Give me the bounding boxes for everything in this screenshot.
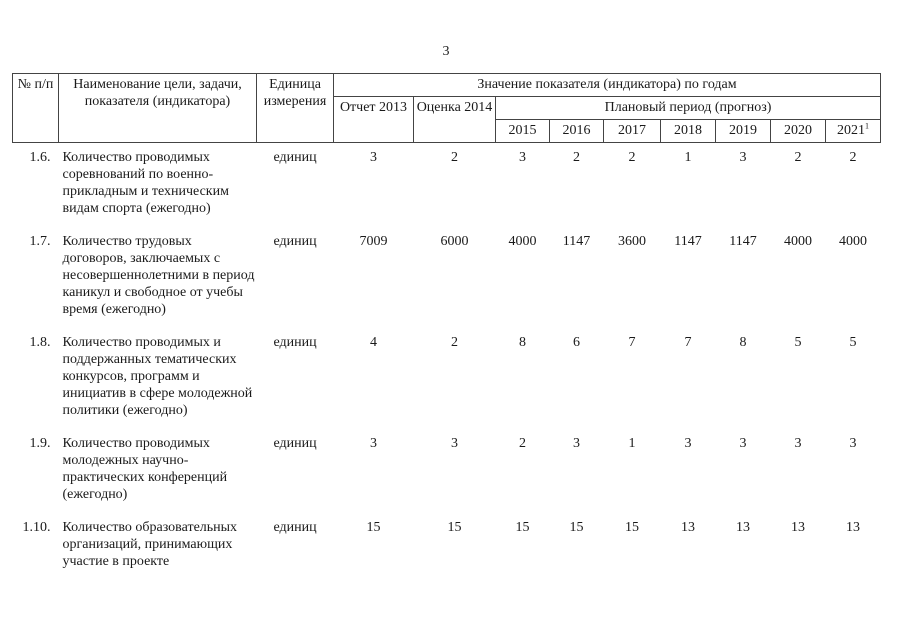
header-num: № п/п (13, 74, 59, 143)
indicator-value: 13 (846, 520, 860, 535)
indicator-value: 3600 (618, 234, 646, 249)
header-year-2020 (771, 120, 826, 143)
indicator-value: 15 (366, 520, 381, 535)
indicator-value: 3 (370, 150, 377, 165)
indicator-value: 3 (451, 436, 458, 451)
header-estimate: Оценка 2014 (414, 97, 496, 143)
header-year-2016 (550, 120, 604, 143)
row-number: 1.6. (29, 150, 51, 165)
header-year-2019 (716, 120, 771, 143)
indicator-name: Количество проводимых молодежных научно-практических конференций (ежегодно) (62, 436, 228, 502)
indicator-value: 4000 (784, 234, 812, 249)
header-unit: Единица измерения (257, 74, 334, 143)
indicator-value: 8 (519, 335, 526, 350)
table-row (13, 227, 881, 328)
indicator-name: Количество проводимых и поддержанных тематических конкурсов, программ и инициатив в сфере молодежной политики (ежегодно) (62, 335, 253, 418)
indicator-value: 2 (451, 150, 458, 165)
header-values-group: Значение показателя (индикатора) по годам (334, 74, 881, 97)
indicator-value: 2 (849, 150, 857, 165)
row-number: 1.10. (22, 520, 51, 535)
table-header (13, 74, 881, 143)
indicator-value: 5 (794, 335, 802, 350)
footnote-marker: 1 (865, 121, 869, 131)
indicators-table (12, 73, 881, 580)
indicator-value: 7 (684, 335, 692, 350)
indicator-name: Количество проводимых соревнований по военно-прикладным и техническим видам спорта (ежегодно) (62, 150, 229, 216)
indicator-value: 1147 (674, 234, 702, 249)
indicator-value: 3 (794, 436, 802, 451)
indicator-value: 3 (739, 436, 747, 451)
header-year-label: 2016 (562, 123, 591, 138)
header-year-2017 (604, 120, 661, 143)
header-year-2015 (496, 120, 550, 143)
indicator-value: 1 (628, 436, 636, 451)
indicator-value: 2 (573, 150, 580, 165)
indicator-value: 3 (573, 436, 580, 451)
indicator-name: Количество трудовых договоров, заключаемых с несовершеннолетними в период каникул и свободное от учебы время (ежегодно) (62, 234, 255, 317)
indicator-value: 2 (451, 335, 458, 350)
indicator-value: 6000 (440, 234, 469, 249)
indicator-value: 4000 (508, 234, 537, 249)
table-row (13, 143, 881, 228)
row-number: 1.8. (29, 335, 51, 350)
header-year-label: 2017 (618, 123, 646, 138)
indicator-value: 2 (628, 150, 636, 165)
indicator-value: 1147 (729, 234, 757, 249)
header-plan-group: Плановый период (прогноз) (496, 97, 881, 120)
row-number: 1.7. (29, 234, 51, 249)
indicator-unit: единиц (273, 335, 317, 350)
row-number: 1.9. (29, 436, 51, 451)
header-year-label: 2020 (784, 123, 812, 138)
table-body (13, 143, 881, 581)
indicator-value: 13 (791, 520, 805, 535)
header-report: Отчет 2013 (334, 97, 414, 143)
header-year-label: 2015 (508, 123, 537, 138)
header-year-2021 (826, 120, 881, 143)
indicator-value: 3 (370, 436, 377, 451)
indicator-value: 7009 (359, 234, 388, 249)
indicator-value: 15 (447, 520, 462, 535)
indicator-value: 3 (519, 150, 526, 165)
header-year-2018 (661, 120, 716, 143)
indicator-value: 4 (370, 335, 377, 350)
indicator-unit: единиц (273, 234, 317, 249)
indicator-value: 4000 (839, 234, 867, 249)
indicator-value: 7 (628, 335, 636, 350)
header-year-label: 2018 (674, 123, 702, 138)
indicator-unit: единиц (273, 520, 317, 535)
indicator-unit: единиц (273, 436, 317, 451)
indicator-value: 2 (519, 436, 526, 451)
indicator-value: 1147 (562, 234, 591, 249)
indicator-name: Количество образовательных организаций, принимающих участие в проекте (62, 520, 238, 569)
indicator-value: 2 (794, 150, 802, 165)
indicator-unit: единиц (273, 150, 317, 165)
header-name: Наименование цели, задачи, показателя (индикатора) (59, 74, 257, 143)
header-year-label: 2019 (729, 123, 757, 138)
indicator-value: 8 (739, 335, 747, 350)
indicator-value: 3 (739, 150, 747, 165)
indicator-value: 3 (849, 436, 857, 451)
table-row (13, 429, 881, 513)
page-number: 3 (442, 44, 450, 59)
indicator-value: 15 (625, 520, 639, 535)
indicator-value: 13 (681, 520, 695, 535)
indicator-value: 15 (569, 520, 584, 535)
indicator-value: 3 (684, 436, 692, 451)
indicator-value: 13 (736, 520, 750, 535)
header-year-label: 2021 (837, 123, 865, 138)
table-row (13, 328, 881, 429)
indicator-value: 6 (573, 335, 580, 350)
table-row (13, 513, 881, 580)
indicator-value: 5 (849, 335, 857, 350)
indicator-value: 15 (515, 520, 530, 535)
indicator-value: 1 (684, 150, 692, 165)
